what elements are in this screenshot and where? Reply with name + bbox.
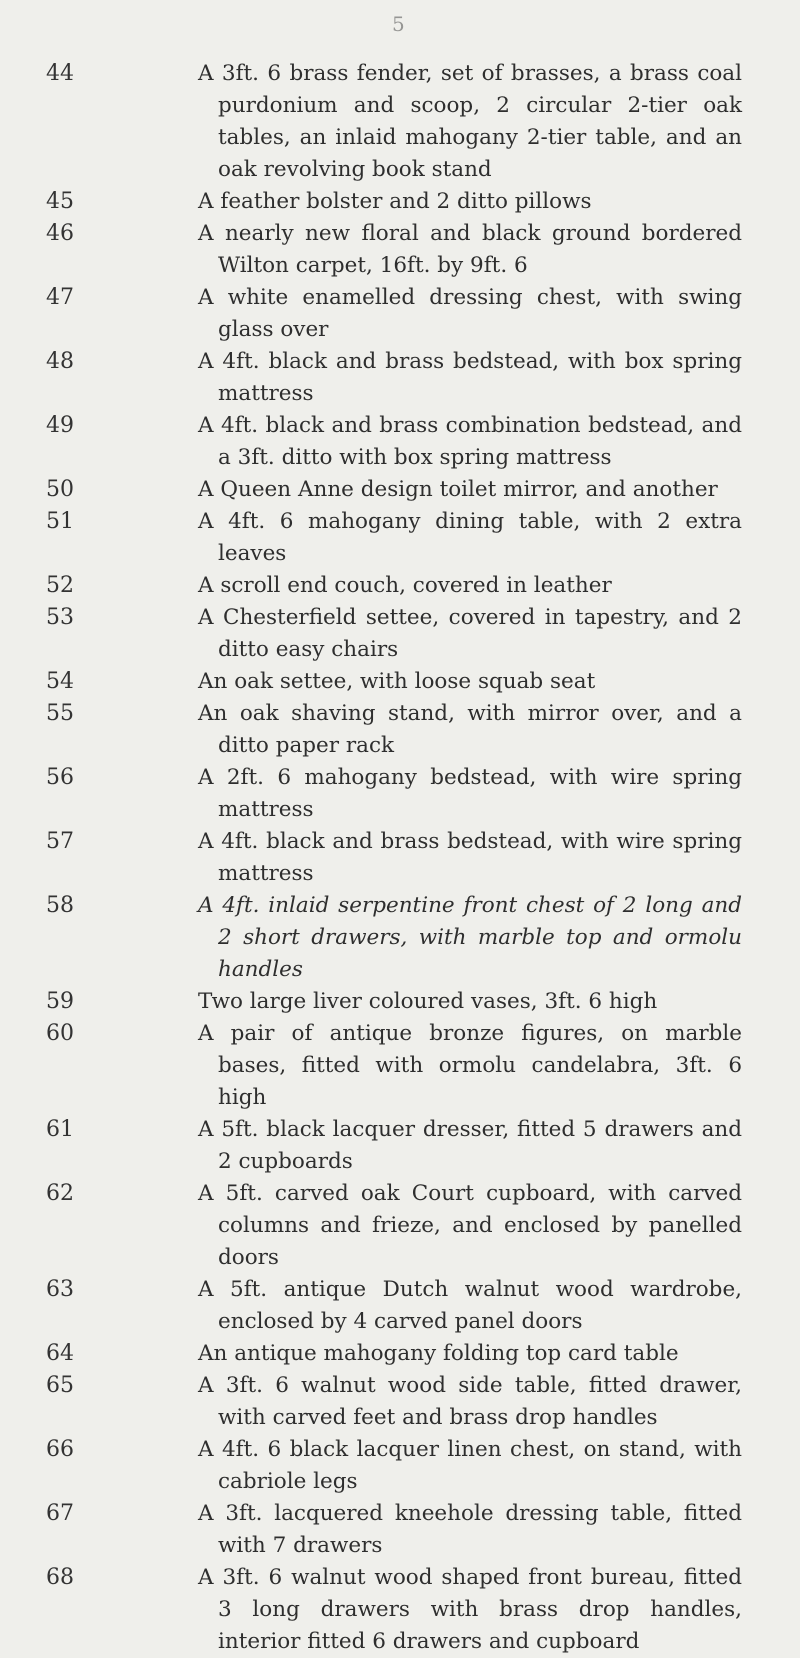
lot-description: Two large liver coloured vases, 3ft. 6 high: [198, 989, 658, 1014]
lot-item: [0, 1178, 800, 1274]
lot-number: 49: [46, 413, 74, 438]
lot-number: 67: [46, 1501, 74, 1526]
lot-number: 58: [46, 893, 74, 918]
lot-item: [0, 602, 800, 666]
lot-description: A 3ft. 6 walnut wood shaped front bureau, fitted 3 long drawers with brass drop handles, interior fitted 6 drawers and cupboard: [198, 1565, 742, 1654]
lot-item: [0, 218, 800, 282]
lot-item: [0, 474, 800, 506]
lot-description: A feather bolster and 2 ditto pillows: [198, 189, 592, 214]
lot-number: 46: [46, 221, 74, 246]
lot-number: 48: [46, 349, 74, 374]
lot-item: [0, 1562, 800, 1658]
lot-item: [0, 826, 800, 890]
lot-description: A 4ft. black and brass bedstead, with wire spring mattress: [198, 829, 742, 886]
lot-item: [0, 762, 800, 826]
lot-item: [0, 410, 800, 474]
lot-number: 53: [46, 605, 74, 630]
lot-description: A 4ft. black and brass combination bedstead, and a 3ft. ditto with box spring mattress: [198, 413, 742, 470]
lot-item: [0, 1498, 800, 1562]
lot-description: A 4ft. 6 mahogany dining table, with 2 extra leaves: [198, 509, 742, 566]
lot-description: A 4ft. inlaid serpentine front chest of 2 long and 2 short drawers, with marble top and ormolu handles: [198, 893, 742, 982]
lot-number: 52: [46, 573, 74, 598]
lot-description: A 2ft. 6 mahogany bedstead, with wire spring mattress: [198, 765, 742, 822]
lot-description: A 3ft. 6 brass fender, set of brasses, a brass coal purdonium and scoop, 2 circular 2-tier oak tables, an inlaid mahogany 2-tier table, and an oak revolving book stand: [198, 61, 742, 182]
lot-item: [0, 890, 800, 986]
lot-number: 55: [46, 701, 74, 726]
lot-item: [0, 1114, 800, 1178]
lot-description: A 5ft. black lacquer dresser, fitted 5 drawers and 2 cupboards: [198, 1117, 742, 1174]
lot-number: 68: [46, 1565, 74, 1590]
lot-description: A scroll end couch, covered in leather: [198, 573, 612, 598]
lot-number: 57: [46, 829, 74, 854]
lot-item: [0, 506, 800, 570]
lot-number: 59: [46, 989, 74, 1014]
lot-description: A 5ft. antique Dutch walnut wood wardrobe, enclosed by 4 carved panel doors: [198, 1277, 742, 1334]
lot-number: 54: [46, 669, 74, 694]
lot-description: An oak settee, with loose squab seat: [198, 669, 596, 694]
lot-description: An antique mahogany folding top card table: [198, 1341, 679, 1366]
lot-description: A 3ft. lacquered kneehole dressing table, fitted with 7 drawers: [198, 1501, 742, 1558]
lot-item: [0, 570, 800, 602]
lot-number: 44: [46, 61, 74, 86]
lot-description: A 5ft. carved oak Court cupboard, with carved columns and frieze, and enclosed by panelled doors: [198, 1181, 742, 1270]
lot-number: 50: [46, 477, 74, 502]
lot-description: A 3ft. 6 walnut wood side table, fitted drawer, with carved feet and brass drop handles: [198, 1373, 742, 1430]
lot-number: 66: [46, 1437, 74, 1462]
lot-item: [0, 346, 800, 410]
lot-item: [0, 698, 800, 762]
lot-item: [0, 1434, 800, 1498]
lot-number: 62: [46, 1181, 74, 1206]
lot-item: [0, 666, 800, 698]
lot-item: [0, 186, 800, 218]
lot-description: A Chesterfield settee, covered in tapestry, and 2 ditto easy chairs: [198, 605, 742, 662]
lot-number: 61: [46, 1117, 74, 1142]
lot-item: [0, 1338, 800, 1370]
lot-number: 47: [46, 285, 74, 310]
lot-description: A 4ft. black and brass bedstead, with box spring mattress: [198, 349, 742, 406]
lot-description: A pair of antique bronze figures, on marble bases, fitted with ormolu candelabra, 3ft. 6 high: [198, 1021, 742, 1110]
lot-description: A 4ft. 6 black lacquer linen chest, on stand, with cabriole legs: [198, 1437, 742, 1494]
lot-description: A white enamelled dressing chest, with swing glass over: [198, 285, 742, 342]
lot-number: 45: [46, 189, 74, 214]
lot-item: [0, 1018, 800, 1114]
lot-item: [0, 58, 800, 186]
lot-number: 63: [46, 1277, 74, 1302]
lot-item: [0, 282, 800, 346]
lot-number: 56: [46, 765, 74, 790]
lot-description: An oak shaving stand, with mirror over, and a ditto paper rack: [198, 701, 742, 758]
lot-number: 51: [46, 509, 74, 534]
lot-number: 65: [46, 1373, 74, 1398]
lot-description: A Queen Anne design toilet mirror, and another: [198, 477, 718, 502]
lot-item: [0, 986, 800, 1018]
lot-item: [0, 1274, 800, 1338]
lot-item: [0, 1370, 800, 1434]
lot-number: 60: [46, 1021, 74, 1046]
lot-description: A nearly new floral and black ground bordered Wilton carpet, 16ft. by 9ft. 6: [198, 221, 742, 278]
page-number: 5: [392, 12, 405, 36]
lot-number: 64: [46, 1341, 74, 1366]
lot-list: [0, 58, 800, 1658]
